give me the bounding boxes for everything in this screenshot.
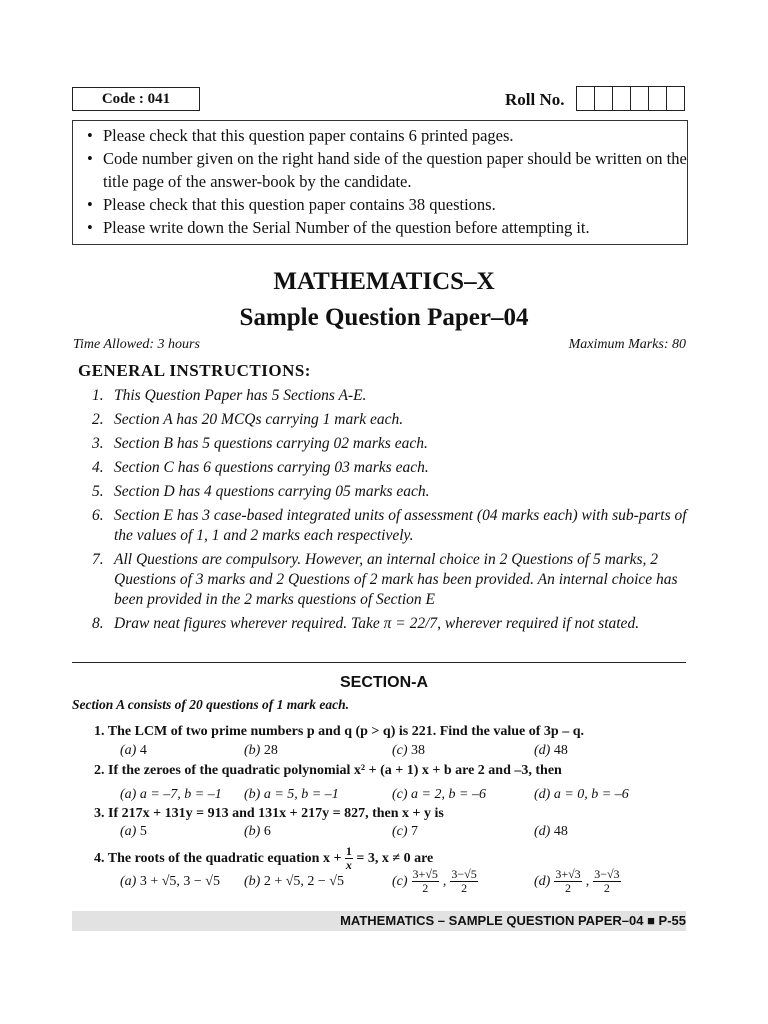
instruction-text: Section B has 5 questions carrying 02 marks each. (114, 435, 428, 452)
fraction (412, 868, 439, 895)
question-4 (94, 845, 433, 872)
fraction-numerator: 3+√5 (412, 867, 438, 881)
general-instructions-heading: GENERAL INSTRUCTIONS: (78, 361, 311, 380)
option-text: 3 + √5, 3 − √5 (139, 874, 220, 889)
fraction-numerator: 3+√3 (555, 867, 581, 881)
option-text: 48 (553, 743, 568, 758)
option-c (392, 743, 425, 759)
roll-cell[interactable] (631, 87, 649, 110)
option-d (534, 868, 621, 895)
option-b (244, 787, 339, 803)
option-c (392, 787, 486, 803)
option-text: 7 (411, 824, 419, 839)
option-a (120, 824, 147, 840)
roll-cell[interactable] (595, 87, 613, 110)
instruction-number: 6. (92, 507, 104, 524)
footer-text: MATHEMATICS – SAMPLE QUESTION PAPER–04 ■ P-55 (340, 913, 686, 928)
instruction-item (92, 482, 688, 502)
fraction-denominator: 2 (422, 881, 429, 895)
maximum-marks: Maximum Marks: 80 (568, 337, 686, 352)
fraction (345, 845, 353, 872)
section-divider (72, 662, 686, 663)
note-item: • Please check that this question paper contains 38 questions. (103, 193, 687, 216)
instruction-item (92, 410, 688, 430)
option-letter: (c) (392, 787, 408, 802)
option-c (392, 824, 418, 840)
roll-number-boxes[interactable] (576, 86, 685, 111)
option-letter: (d) (534, 824, 551, 839)
instruction-text: Section E has 3 case-based integrated units of assessment (04 marks each) with sub-parts of the values of 1, 1 and 2 marks each respectively. (114, 507, 687, 544)
option-text: a = 5, b = –1 (263, 787, 339, 802)
comma: , (442, 873, 447, 889)
fraction (450, 868, 477, 895)
option-d (534, 743, 568, 759)
instruction-text: Section A has 20 MCQs carrying 1 mark each. (114, 411, 404, 428)
question-1: 1. The LCM of two prime numbers p and q (p > q) is 221. Find the value of 3p – q. (94, 724, 584, 739)
instruction-item (92, 434, 688, 454)
candidate-notes-box (72, 120, 688, 245)
option-letter: (c) (392, 824, 408, 839)
instruction-text: Section D has 4 questions carrying 05 marks each. (114, 483, 430, 500)
question-3: 3. If 217x + 131y = 913 and 131x + 217y = 827, then x + y is (94, 806, 444, 821)
note-item: • Code number given on the right hand side of the question paper should be written on the title page of the answer-book by the candidate. (103, 147, 687, 193)
paper-subject-title: MATHEMATICS–X (273, 268, 495, 295)
option-d (534, 787, 629, 803)
section-heading: SECTION-A (340, 674, 428, 691)
time-allowed: Time Allowed: 3 hours (73, 337, 200, 352)
option-a (120, 874, 220, 890)
question-text: 4. The roots of the quadratic equation x + (94, 850, 345, 866)
question-2: 2. If the zeroes of the quadratic polynomial x² + (a + 1) x + b are 2 and –3, then (94, 763, 562, 778)
instruction-text: This Question Paper has 5 Sections A-E. (114, 387, 367, 404)
option-letter: (d) (534, 873, 551, 889)
option-text: 4 (139, 743, 147, 758)
roll-cell[interactable] (577, 87, 595, 110)
roll-cell[interactable] (667, 87, 684, 110)
option-letter: (c) (392, 873, 408, 889)
option-letter: (c) (392, 743, 408, 758)
option-letter: (a) (120, 874, 137, 889)
option-a (120, 787, 222, 803)
option-b (244, 874, 344, 890)
option-text: 6 (263, 824, 271, 839)
instruction-number: 7. (92, 551, 104, 568)
fraction (593, 868, 620, 895)
instruction-number: 8. (92, 615, 104, 632)
option-letter: (b) (244, 874, 261, 889)
option-letter: (d) (534, 743, 551, 758)
option-letter: (a) (120, 787, 137, 802)
fraction-numerator: 3−√3 (594, 867, 620, 881)
option-letter: (b) (244, 824, 261, 839)
option-letter: (b) (244, 787, 261, 802)
question-text: = 3, x ≠ 0 are (352, 850, 434, 866)
instructions-list (92, 386, 688, 638)
note-item: • Please write down the Serial Number of the question before attempting it. (103, 216, 687, 239)
subject-code: Code : 041 (72, 87, 200, 111)
instruction-number: 3. (92, 435, 104, 452)
fraction-denominator: 2 (461, 881, 468, 895)
paper-title: Sample Question Paper–04 (239, 304, 529, 331)
note-item: • Please check that this question paper contains 6 printed pages. (103, 124, 687, 147)
instruction-number: 5. (92, 483, 104, 500)
instruction-item (92, 458, 688, 478)
option-text: a = –7, b = –1 (139, 787, 222, 802)
option-a (120, 743, 147, 759)
fraction-denominator: x (345, 858, 352, 872)
instruction-number: 2. (92, 411, 104, 428)
instruction-text: All Questions are compulsory. However, an internal choice in 2 Questions of 5 marks, 2 Questions of 3 marks and 2 Questions of 2 mark has been provided. An internal choice has been provided in the 2 marks questions of Section E (114, 551, 678, 608)
option-d (534, 824, 568, 840)
instruction-item (92, 550, 688, 610)
comma: , (585, 873, 590, 889)
instruction-item (92, 506, 688, 546)
instruction-number: 1. (92, 387, 104, 404)
option-text: 5 (139, 824, 147, 839)
instruction-item (92, 386, 688, 406)
option-letter: (a) (120, 824, 137, 839)
roll-cell[interactable] (613, 87, 631, 110)
option-letter: (b) (244, 743, 261, 758)
fraction (554, 868, 581, 895)
option-letter: (d) (534, 787, 551, 802)
roll-number-label: Roll No. (505, 90, 565, 109)
fraction-denominator: 2 (603, 881, 610, 895)
option-b (244, 743, 278, 759)
option-text: 28 (263, 743, 278, 758)
option-text: 2 + √5, 2 − √5 (263, 874, 344, 889)
instruction-number: 4. (92, 459, 104, 476)
option-text: 38 (411, 743, 426, 758)
fraction-numerator: 3−√5 (451, 867, 477, 881)
section-description: Section A consists of 20 questions of 1 mark each. (72, 697, 350, 712)
fraction-numerator: 1 (345, 844, 352, 858)
instruction-text: Draw neat figures wherever required. Take π = 22/7, wherever required if not stated. (114, 615, 640, 632)
instruction-text: Section C has 6 questions carrying 03 marks each. (114, 459, 429, 476)
option-c (392, 868, 478, 895)
option-b (244, 824, 271, 840)
roll-cell[interactable] (649, 87, 667, 110)
option-text: 48 (553, 824, 568, 839)
option-letter: (a) (120, 743, 137, 758)
instruction-item (92, 614, 688, 634)
fraction-denominator: 2 (565, 881, 571, 895)
option-text: a = 0, b = –6 (553, 787, 629, 802)
option-text: a = 2, b = –6 (411, 787, 486, 802)
